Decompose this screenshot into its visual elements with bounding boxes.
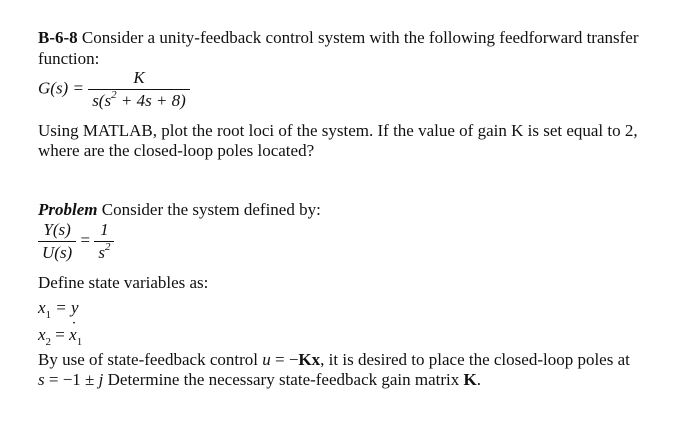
problem-c-label: Problem [38, 200, 98, 219]
x1-dot-var: x ˙ [69, 325, 77, 344]
pole-text-c: . [476, 370, 481, 389]
tf-rhs-denominator [94, 242, 114, 263]
x2-equals: = [51, 325, 70, 344]
pole-text-b: Determine the necessary state-feedback gain matrix [103, 370, 464, 389]
feedback-text-a: By use of state-feedback control [38, 350, 263, 369]
gain-matrix-k: K [463, 370, 477, 389]
tf-rhs-fraction [94, 220, 114, 263]
state-eq-x1 [38, 298, 79, 322]
g-den-part-b: + 4s + 8) [116, 91, 186, 111]
g-den-part-a: s(s [92, 91, 112, 111]
x1-dot-sub: 1 [76, 336, 83, 349]
g-fraction [88, 68, 190, 111]
state-feedback-line1 [38, 350, 630, 370]
problem-b-task-line1: Using MATLAB, plot the root loci of the system. If the value of gain K is set equal to 2, [38, 121, 638, 140]
problem-b-intro-line2: function: [38, 49, 100, 68]
x2-sub: 2 [45, 336, 52, 349]
problem-b-intro-line1: Consider a unity-feedback control system with the following feedforward transfer [81, 28, 639, 47]
feedback-text-c: , it is desired to place the closed-loop poles at [320, 350, 630, 369]
problem-b-label: B-6-8 [38, 28, 78, 47]
state-feedback-line2 [38, 370, 481, 390]
control-input-u: u [262, 350, 271, 369]
g-numerator: K [88, 68, 190, 90]
tf-denominator: U(s) [42, 243, 73, 263]
tf-numerator: Y(s) [38, 220, 76, 242]
transfer-function-g [38, 68, 190, 111]
tf-rhs-den-base: s [98, 243, 105, 263]
feedback-text-b: = − [270, 350, 299, 369]
x1-sub: 1 [45, 309, 52, 322]
state-vars-intro: Define state variables as: [38, 273, 209, 292]
feedback-kx: Kx [298, 350, 321, 369]
tf-rhs-den-exponent: 2 [104, 241, 111, 254]
pole-s: s [38, 370, 45, 389]
problem-b-task-line2: where are the closed-loop poles located? [38, 141, 315, 160]
problem-c-intro: Consider the system defined by: [97, 200, 321, 219]
x2-var: x [38, 325, 46, 344]
problem-b-statement [38, 28, 639, 48]
pole-j: j [98, 370, 104, 389]
g-den-exponent: 2 [111, 89, 117, 102]
pole-text-a: = −1 ± [44, 370, 99, 389]
tf-equals: = [80, 230, 91, 250]
problem-c-statement [38, 200, 321, 220]
g-denominator [88, 90, 190, 111]
plant-transfer-function [38, 220, 114, 263]
x1-var: x [38, 298, 46, 317]
g-lhs: G(s) = [38, 78, 84, 98]
tf-rhs-numerator: 1 [94, 220, 114, 242]
state-eq-x2 [38, 325, 83, 349]
tf-lhs-fraction [38, 220, 76, 263]
x1-rhs: = y [51, 298, 79, 317]
